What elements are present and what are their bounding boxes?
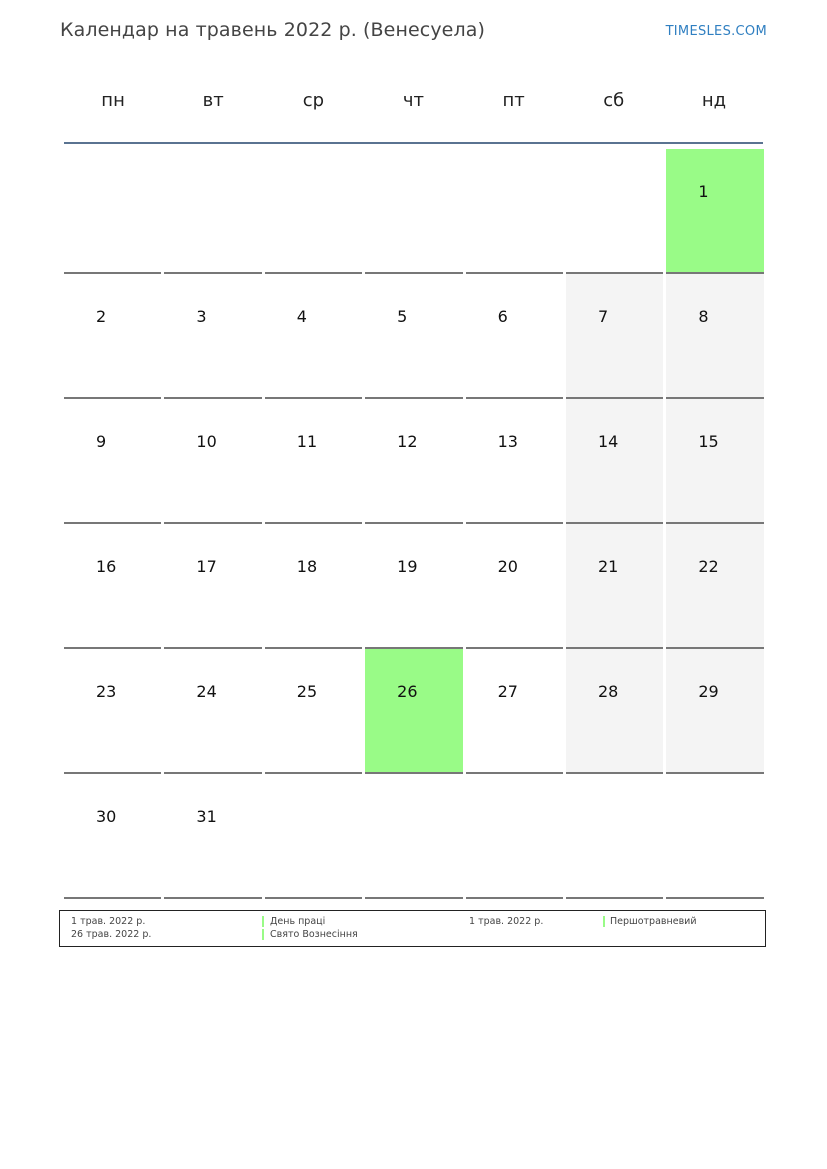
calendar-day-cell[interactable]: [64, 398, 161, 523]
day-background: [64, 649, 161, 773]
day-background: [265, 649, 362, 773]
weekday-mon: пн: [101, 90, 125, 111]
day-background: [265, 274, 362, 398]
day-background: [466, 274, 563, 398]
page-title: Календар на травень 2022 р. (Венесуела): [60, 19, 485, 41]
day-background: [164, 149, 261, 273]
brand-logo[interactable]: TIMESLES.COM: [665, 24, 767, 39]
day-background: [466, 149, 563, 273]
calendar-day-cell[interactable]: [566, 523, 663, 648]
day-background: [164, 524, 261, 648]
day-background: [365, 399, 462, 523]
legend-date: 26 трав. 2022 р.: [71, 929, 152, 940]
calendar-day-cell[interactable]: [365, 648, 462, 773]
day-background: [566, 524, 663, 648]
day-number: 9: [96, 432, 107, 451]
day-number: 11: [296, 432, 318, 451]
day-number: 5: [397, 307, 408, 326]
day-number: 13: [497, 432, 518, 451]
day-underline: [566, 897, 663, 899]
holiday-legend: [59, 910, 766, 947]
calendar-day-cell[interactable]: [666, 148, 763, 273]
day-underline: [365, 897, 462, 899]
calendar-empty-cell: [164, 148, 261, 273]
weekday-header: [63, 90, 764, 120]
calendar-day-cell[interactable]: [466, 523, 563, 648]
day-background: [666, 524, 763, 648]
day-number: 2: [96, 307, 107, 326]
calendar-day-cell[interactable]: [164, 773, 261, 898]
day-background: [566, 274, 663, 398]
day-background: [466, 399, 563, 523]
day-number: 10: [196, 432, 217, 451]
day-background: [566, 399, 663, 523]
day-background: [466, 774, 563, 898]
day-number: 6: [497, 307, 508, 326]
day-number: 28: [597, 682, 619, 701]
calendar-day-cell[interactable]: [265, 273, 362, 398]
holiday-marker-icon: [262, 929, 264, 940]
day-number: 18: [296, 557, 318, 576]
day-background: [666, 149, 763, 273]
calendar-day-cell[interactable]: [466, 273, 563, 398]
day-underline: [164, 897, 261, 899]
day-background: [64, 524, 161, 648]
day-underline: [466, 897, 563, 899]
day-background: [566, 774, 663, 898]
weekday-thu: чт: [402, 90, 425, 111]
day-background: [164, 649, 261, 773]
day-number: 4: [296, 307, 307, 326]
legend-date: 1 трав. 2022 р.: [71, 916, 146, 927]
legend-holiday-name: Свято Вознесіння: [270, 929, 358, 940]
calendar-empty-cell: [365, 148, 462, 273]
day-underline: [666, 897, 763, 899]
day-underline: [64, 897, 161, 899]
calendar-day-cell[interactable]: [164, 273, 261, 398]
day-number: 25: [296, 682, 318, 701]
calendar-day-cell[interactable]: [466, 398, 563, 523]
day-number: 16: [96, 557, 117, 576]
weekday-wed: ср: [302, 90, 325, 111]
calendar-day-cell[interactable]: [365, 273, 462, 398]
day-background: [365, 649, 462, 773]
calendar-empty-cell: [265, 148, 362, 273]
calendar-day-cell[interactable]: [666, 398, 763, 523]
calendar-grid: [63, 148, 766, 898]
day-background: [64, 774, 161, 898]
holiday-marker-icon: [603, 916, 605, 927]
weekday-fri: пт: [502, 90, 525, 111]
day-number: 17: [196, 557, 217, 576]
day-number: 31: [196, 807, 217, 826]
calendar-day-cell[interactable]: [365, 398, 462, 523]
day-number: 12: [397, 432, 418, 451]
day-number: 24: [196, 682, 217, 701]
day-background: [64, 274, 161, 398]
calendar-day-cell[interactable]: [164, 523, 261, 648]
calendar-day-cell[interactable]: [64, 523, 161, 648]
day-background: [566, 649, 663, 773]
day-background: [265, 399, 362, 523]
legend-date: 1 трав. 2022 р.: [469, 916, 544, 927]
day-background: [164, 274, 261, 398]
day-background: [164, 774, 261, 898]
calendar-day-cell[interactable]: [566, 273, 663, 398]
calendar-empty-cell: [365, 773, 462, 898]
weekday-sat: сб: [603, 90, 625, 111]
day-number: 29: [698, 682, 719, 701]
day-number: 1: [698, 182, 709, 201]
day-background: [164, 399, 261, 523]
calendar-day-cell[interactable]: [64, 273, 161, 398]
calendar-day-cell[interactable]: [164, 648, 261, 773]
calendar-day-cell[interactable]: [265, 648, 362, 773]
day-background: [666, 399, 763, 523]
day-background: [666, 649, 763, 773]
weekday-tue: вт: [202, 90, 224, 111]
day-background: [64, 399, 161, 523]
day-background: [365, 149, 462, 273]
calendar-day-cell[interactable]: [666, 648, 763, 773]
day-background: [466, 524, 563, 648]
day-number: 21: [597, 557, 619, 576]
day-background: [666, 774, 763, 898]
calendar-empty-cell: [466, 148, 563, 273]
day-background: [365, 774, 462, 898]
calendar-day-cell[interactable]: [265, 523, 362, 648]
day-number: 22: [698, 557, 719, 576]
day-background: [265, 149, 362, 273]
calendar-day-cell[interactable]: [64, 773, 161, 898]
calendar-day-cell[interactable]: [666, 273, 763, 398]
calendar-day-cell[interactable]: [265, 398, 362, 523]
day-background: [265, 774, 362, 898]
calendar-day-cell[interactable]: [164, 398, 261, 523]
holiday-marker-icon: [262, 916, 264, 927]
day-number: 27: [497, 682, 518, 701]
day-number: 8: [698, 307, 709, 326]
calendar-empty-cell: [466, 773, 563, 898]
day-background: [365, 524, 462, 648]
day-number: 3: [196, 307, 207, 326]
calendar-day-cell[interactable]: [64, 648, 161, 773]
legend-holiday-name: День праці: [270, 916, 326, 927]
day-number: 26: [397, 682, 418, 701]
day-number: 7: [597, 307, 609, 326]
weekday-sun: нд: [701, 90, 727, 111]
day-background: [64, 149, 161, 273]
day-number: 15: [698, 432, 719, 451]
day-number: 19: [397, 557, 418, 576]
calendar-empty-cell: [566, 148, 663, 273]
calendar-day-cell[interactable]: [566, 398, 663, 523]
day-number: 23: [96, 682, 117, 701]
calendar-day-cell[interactable]: [466, 648, 563, 773]
calendar-day-cell[interactable]: [666, 523, 763, 648]
calendar-day-cell[interactable]: [566, 648, 663, 773]
calendar-empty-cell: [64, 148, 161, 273]
calendar-day-cell[interactable]: [365, 523, 462, 648]
day-number: 20: [497, 557, 518, 576]
day-background: [466, 649, 563, 773]
day-background: [666, 274, 763, 398]
calendar-empty-cell: [666, 773, 763, 898]
legend-holiday-name: Першотравневий: [610, 916, 697, 927]
day-background: [365, 274, 462, 398]
day-background: [265, 524, 362, 648]
day-underline: [265, 897, 362, 899]
day-number: 14: [597, 432, 619, 451]
header-divider: [64, 142, 763, 144]
day-number: 30: [96, 807, 117, 826]
calendar-empty-cell: [566, 773, 663, 898]
day-background: [566, 149, 663, 273]
calendar-empty-cell: [265, 773, 362, 898]
